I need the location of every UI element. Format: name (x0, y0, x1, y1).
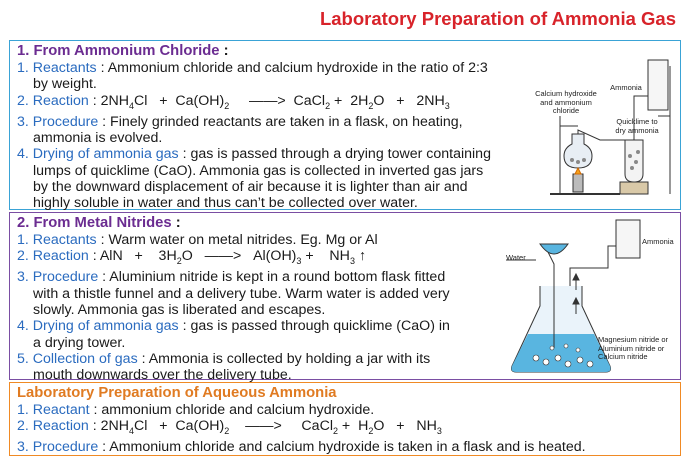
section1-procedure-cont: ammonia is evolved. (33, 130, 163, 147)
section2-collection: 5. Collection of gas : Ammonia is collected by holding a jar with its (17, 350, 431, 367)
fig1-quicklime-label: Quicklime to dry ammonia (615, 117, 659, 135)
section1-heading: 1. From Ammonium Chloride : (17, 43, 229, 59)
section1-reaction: 2. Reaction : $2NH_4Cl + Ca(OH)_2$ ——> CaCl$_2$ + $2H_2O + 2NH_3$ (17, 92, 450, 111)
section1-procedure: 3. Procedure : Finely grinded reactants are taken in a flask, on heating, (17, 113, 463, 130)
section-aqueous-ammonia (9, 382, 681, 456)
section3-reactant: 1. Reactant : ammonium chloride and calcium hydroxide. (17, 402, 375, 418)
section2-drying: 4. Drying of ammonia gas : gas is passed through quicklime (CaO) in (17, 318, 450, 335)
section3-procedure: 3. Procedure : Ammonium chloride and calcium hydroxide is taken in a flask and is heated. (17, 439, 586, 456)
fig2-nitrides-label: Magnesium nitride or Aluminium nitride or Calcium nitride (598, 335, 669, 361)
section2-collection-cont: mouth downwards over the delivery tube. (33, 367, 292, 384)
ammonium-chloride-apparatus-figure (530, 56, 678, 198)
section1-drying-cont3: highly soluble in water and thus can’t be collected over water. (33, 195, 418, 212)
section3-heading: Laboratory Preparation of Aqueous Ammonia (17, 385, 337, 401)
metal-nitride-apparatus-figure (506, 218, 682, 378)
fig2-water-label: Water (506, 253, 526, 262)
section2-procedure-cont1: with a thistle funnel and a delivery tube. Warm water is added very (33, 285, 450, 302)
section2-reactants: 1. Reactants : Warm water on metal nitrides. Eg. Mg or Al (17, 232, 378, 248)
fig1-reactants-label: Calcium hydroxide and ammonium chloride (535, 89, 597, 115)
fig2-ammonia-label: Ammonia (642, 237, 674, 246)
section2-reaction: 2. Reaction : AlN + $3H_2O$ ——> $Al(OH)_3$ + $NH_3$ ↑ (17, 248, 366, 267)
section1-drying-cont2: by the downward displacement of air because it is lighter than air and (33, 178, 468, 195)
section3-reaction: 2. Reaction : $2NH_4Cl + Ca(OH)_2$ ——> CaCl$_2$ + $H_2O + NH_3$ (17, 418, 442, 437)
section1-reactants: 1. Reactants : Ammonium chloride and calcium hydroxide in the ratio of 2:3 (17, 60, 488, 76)
section2-procedure-cont2: slowly. Ammonia gas is liberated and escapes. (33, 302, 326, 319)
section2-heading: 2. From Metal Nitrides : (17, 215, 181, 231)
section2-drying-cont: a drying tower. (33, 334, 126, 351)
section2-procedure: 3. Procedure : Aluminium nitride is kept in a round bottom flask fitted (17, 269, 446, 286)
section1-drying: 4. Drying of ammonia gas : gas is passed through a drying tower containing (17, 146, 491, 163)
page-title: Laboratory Preparation of Ammonia Gas (319, 8, 676, 29)
section1-reactants-cont: by weight. (33, 76, 97, 93)
fig1-ammonia-label: Ammonia (610, 83, 642, 92)
section1-drying-cont1: lumps of quicklime (CaO). Ammonia gas is collected in inverted gas jars (33, 162, 484, 179)
